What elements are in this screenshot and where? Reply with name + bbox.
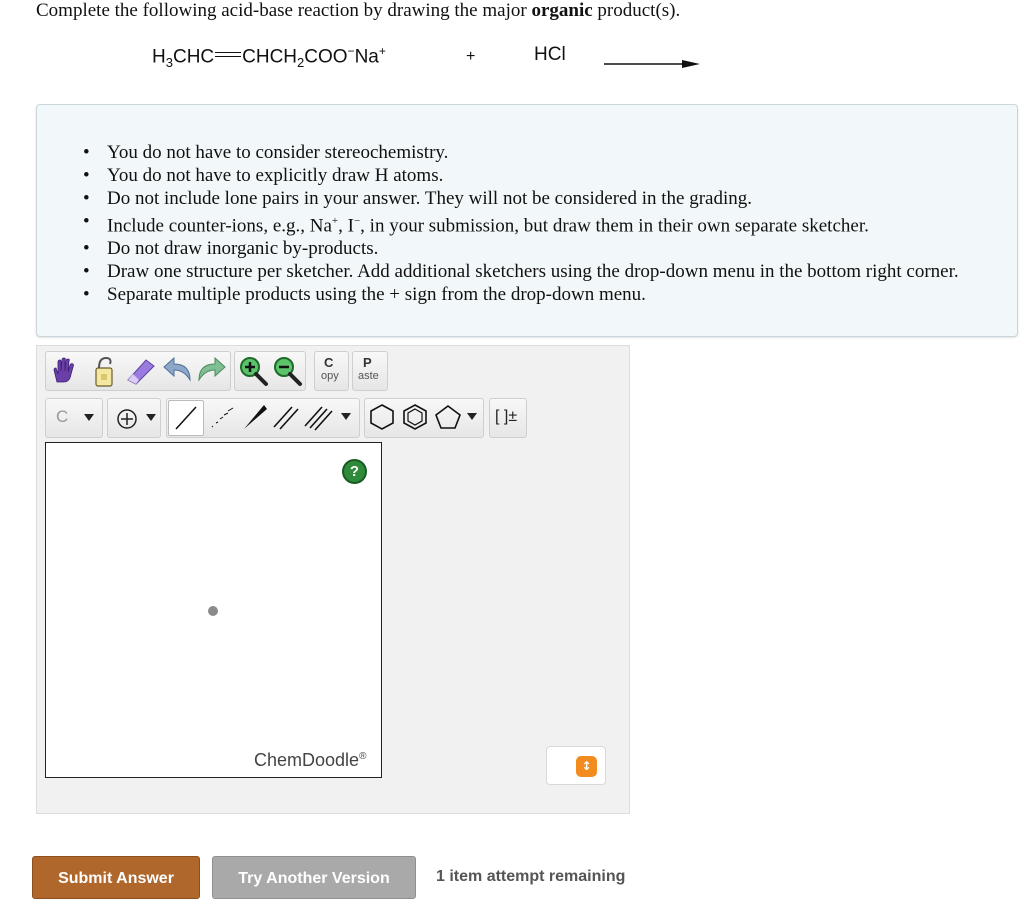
canvas-cursor-dot — [208, 606, 218, 616]
triple-bond-icon[interactable] — [302, 401, 334, 433]
hand-icon[interactable] — [48, 356, 78, 386]
instructions-panel — [36, 104, 1018, 337]
dropdown-arrow-icon — [146, 414, 156, 422]
submit-answer-button[interactable]: Submit Answer — [32, 856, 200, 899]
double-bond-icon[interactable] — [270, 401, 302, 433]
list-item: • Do not include lone pairs in your answer. They will not be considered in the grading. — [83, 187, 959, 210]
chemdoodle-logo: ChemDoodle® — [254, 750, 367, 770]
list-item: • You do not have to explicitly draw H atoms. — [83, 164, 959, 187]
cyclopentane-icon[interactable] — [432, 401, 464, 433]
undo-icon[interactable] — [162, 354, 194, 386]
paste-button[interactable]: P aste — [352, 351, 388, 391]
hashed-bond-icon[interactable] — [206, 401, 238, 433]
eraser-icon[interactable] — [124, 356, 158, 386]
dropdown-arrow-icon[interactable] — [341, 413, 351, 421]
zoom-in-icon[interactable] — [236, 353, 270, 387]
atom-label-button[interactable]: C — [45, 398, 103, 438]
instructions-list — [83, 141, 959, 306]
updown-arrow-icon: ↕ — [576, 756, 597, 777]
benzene-icon[interactable] — [399, 401, 431, 433]
reactant-formula: $H_3CHC$ $CHCH_2COO^-Na^+$ — [152, 44, 386, 71]
plus-charge-icon — [116, 408, 138, 430]
list-item: • Draw one structure per sketcher. Add additional sketchers using the drop-down menu in the bottom right corner. — [83, 260, 959, 283]
list-item: • Do not draw inorganic by-products. — [83, 237, 959, 260]
lasso-icon[interactable] — [88, 354, 120, 388]
reagent-formula: HCl — [534, 44, 566, 65]
attempts-remaining-text: 1 item attempt remaining — [436, 868, 626, 885]
list-item: • You do not have to consider stereochemistry. — [83, 141, 959, 164]
cyclohexane-icon[interactable] — [366, 401, 398, 433]
reaction-arrow-icon — [604, 59, 700, 69]
wedge-bond-icon[interactable] — [238, 401, 270, 433]
help-button[interactable]: ? — [342, 459, 367, 484]
single-bond-icon — [169, 401, 203, 435]
dropdown-arrow-icon — [84, 414, 94, 422]
redo-icon[interactable] — [195, 354, 227, 386]
dropdown-arrow-icon[interactable] — [467, 413, 477, 421]
single-bond-button[interactable] — [168, 400, 204, 436]
list-item: • Include counter-ions, e.g., Na+, I−, in your submission, but draw them in their own separate sketcher. — [83, 210, 959, 237]
try-another-version-button[interactable]: Try Another Version — [212, 856, 416, 899]
question-text: Complete the following acid-base reaction by drawing the major organic product(s). — [36, 0, 681, 21]
sketcher-add-dropdown[interactable] — [546, 746, 606, 785]
bracket-charge-button[interactable]: [ ]± — [489, 398, 527, 438]
reaction-plus: + — [466, 48, 476, 65]
list-item: • Separate multiple products using the + sign from the drop-down menu. — [83, 283, 959, 306]
double-bond — [215, 52, 241, 57]
charge-button[interactable] — [107, 398, 161, 438]
copy-button[interactable]: C opy — [314, 351, 349, 391]
zoom-out-icon[interactable] — [270, 353, 304, 387]
